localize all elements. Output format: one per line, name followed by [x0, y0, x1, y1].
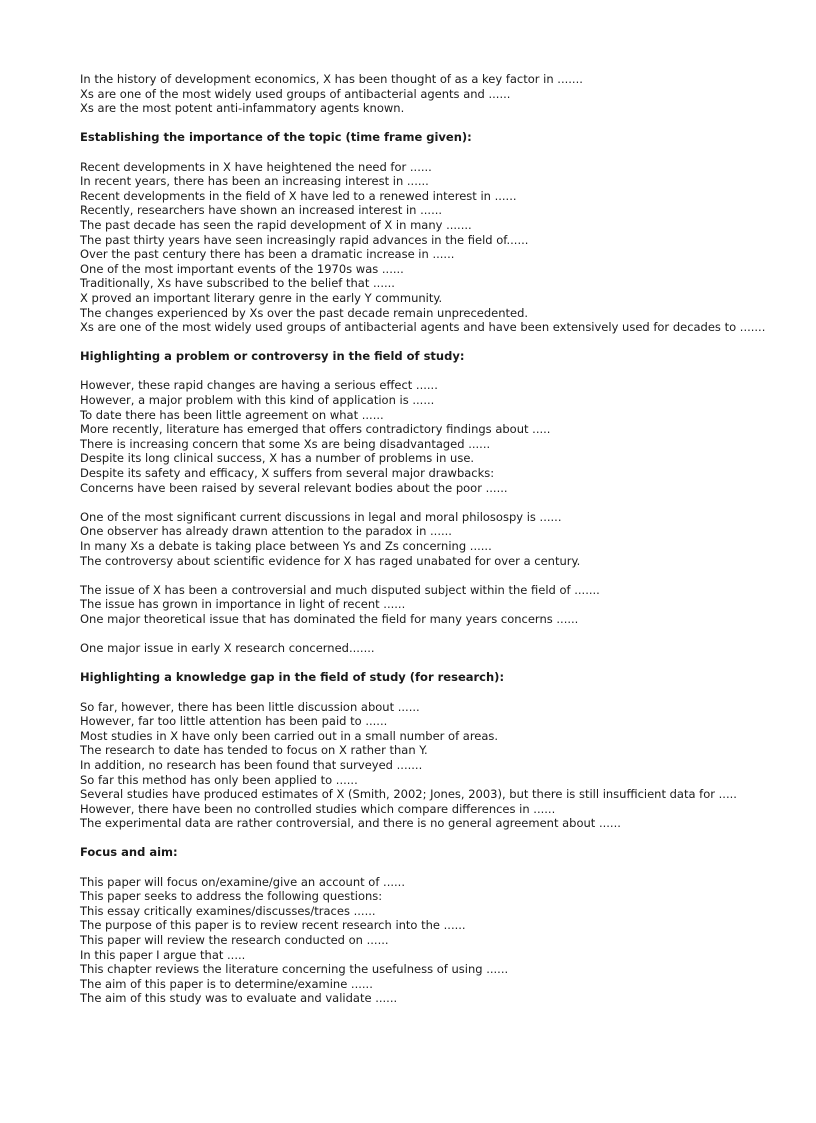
phrase-line: Several studies have produced estimates of X (Smith, 2002; Jones, 2003), but there is still insufficient data for .....	[80, 787, 737, 802]
phrase-line: There is increasing concern that some Xs are being disadvantaged ......	[80, 436, 491, 451]
phrase-line: This paper will review the research conducted on ......	[80, 933, 389, 948]
section-heading: Establishing the importance of the topic (time frame given):	[80, 130, 472, 145]
intro-line: Xs are one of the most widely used groups of antibacterial agents and ......	[80, 86, 511, 101]
phrase-line: One of the most important events of the 1970s was ......	[80, 261, 404, 276]
phrase-line: The past thirty years have seen increasingly rapid advances in the field of......	[80, 232, 529, 247]
intro-line: Xs are the most potent anti-infammatory agents known.	[80, 101, 405, 116]
phrase-line: Over the past century there has been a dramatic increase in ......	[80, 247, 455, 262]
phrase-line: Concerns have been raised by several relevant bodies about the poor ......	[80, 480, 508, 495]
phrase-line: One of the most significant current discussions in legal and moral philosospy is ......	[80, 509, 562, 524]
phrase-line: To date there has been little agreement on what ......	[80, 407, 384, 422]
phrase-line: The purpose of this paper is to review recent research into the ......	[80, 918, 466, 933]
phrase-line: In recent years, there has been an increasing interest in ......	[80, 174, 429, 189]
phrase-line: The controversy about scientific evidence for X has raged unabated for over a century.	[80, 553, 581, 568]
phrase-line: However, far too little attention has been paid to ......	[80, 714, 388, 729]
phrase-line: In this paper I argue that .....	[80, 947, 246, 962]
phrase-group	[80, 510, 780, 568]
section-knowledge-gap	[80, 670, 780, 831]
phrase-line: X proved an important literary genre in the early Y community.	[80, 290, 443, 305]
phrase-line: The research to date has tended to focus on X rather than Y.	[80, 743, 428, 758]
phrase-line: Despite its long clinical success, X has a number of problems in use.	[80, 451, 475, 466]
phrase-line: One major theoretical issue that has dominated the field for many years concerns ......	[80, 611, 579, 626]
phrase-line: The past decade has seen the rapid development of X in many .......	[80, 217, 472, 232]
section-heading: Focus and aim:	[80, 845, 178, 860]
section-problem	[80, 349, 780, 655]
phrase-line: More recently, literature has emerged that offers contradictory findings about .....	[80, 422, 551, 437]
section-heading: Highlighting a knowledge gap in the field of study (for research):	[80, 670, 505, 685]
section-importance	[80, 130, 780, 334]
phrase-line: This chapter reviews the literature concerning the usefulness of using ......	[80, 962, 509, 977]
phrase-line: Despite its safety and efficacy, X suffers from several major drawbacks:	[80, 466, 495, 481]
phrase-line: This essay critically examines/discusses/traces ......	[80, 903, 376, 918]
phrase-line: Most studies in X have only been carried out in a small number of areas.	[80, 728, 499, 743]
phrase-group	[80, 700, 780, 831]
phrase-line: So far, however, there has been little discussion about ......	[80, 699, 420, 714]
phrase-group	[80, 378, 780, 495]
phrase-group	[80, 875, 780, 1006]
phrase-line: This paper seeks to address the following questions:	[80, 889, 383, 904]
phrase-line: The aim of this study was to evaluate and validate ......	[80, 991, 398, 1006]
phrase-line: Traditionally, Xs have subscribed to the belief that ......	[80, 276, 395, 291]
phrase-line: In addition, no research has been found that surveyed .......	[80, 757, 423, 772]
phrase-line: The aim of this paper is to determine/examine ......	[80, 976, 373, 991]
phrase-line: However, these rapid changes are having a serious effect ......	[80, 378, 438, 393]
phrase-line: In many Xs a debate is taking place between Ys and Zs concerning ......	[80, 539, 492, 553]
phrase-line: The issue of X has been a controversial and much disputed subject within the field of .......	[80, 582, 600, 597]
intro-group	[80, 72, 780, 116]
section-heading: Highlighting a problem or controversy in the field of study:	[80, 349, 465, 364]
phrase-line: The issue has grown in importance in light of recent ......	[80, 597, 406, 612]
phrase-line: Xs are one of the most widely used groups of antibacterial agents and have been extensively used for decades to .......	[80, 320, 766, 335]
section-focus-aim	[80, 845, 780, 1006]
phrase-line: This paper will focus on/examine/give an account of ......	[80, 874, 405, 889]
phrase-line: The changes experienced by Xs over the past decade remain unprecedented.	[80, 305, 529, 320]
phrase-line: Recent developments in the field of X have led to a renewed interest in ......	[80, 188, 517, 203]
phrase-line: So far this method has only been applied to ......	[80, 772, 358, 787]
phrase-line: The experimental data are rather controversial, and there is no general agreement about ......	[80, 816, 621, 831]
intro-line: In the history of development economics, X has been thought of as a key factor in .......	[80, 72, 583, 86]
phrase-group	[80, 583, 780, 627]
phrase-line: One observer has already drawn attention to the paradox in ......	[80, 524, 452, 539]
document-page	[80, 72, 780, 1021]
phrase-line: Recent developments in X have heightened the need for ......	[80, 159, 432, 174]
phrase-line: Recently, researchers have shown an increased interest in ......	[80, 203, 443, 218]
phrase-group	[80, 160, 780, 335]
phrase-line: However, a major problem with this kind of application is ......	[80, 393, 435, 408]
phrase-line: One major issue in early X research concerned.......	[80, 641, 375, 656]
phrase-group	[80, 641, 780, 656]
phrase-line: However, there have been no controlled studies which compare differences in ......	[80, 801, 556, 816]
